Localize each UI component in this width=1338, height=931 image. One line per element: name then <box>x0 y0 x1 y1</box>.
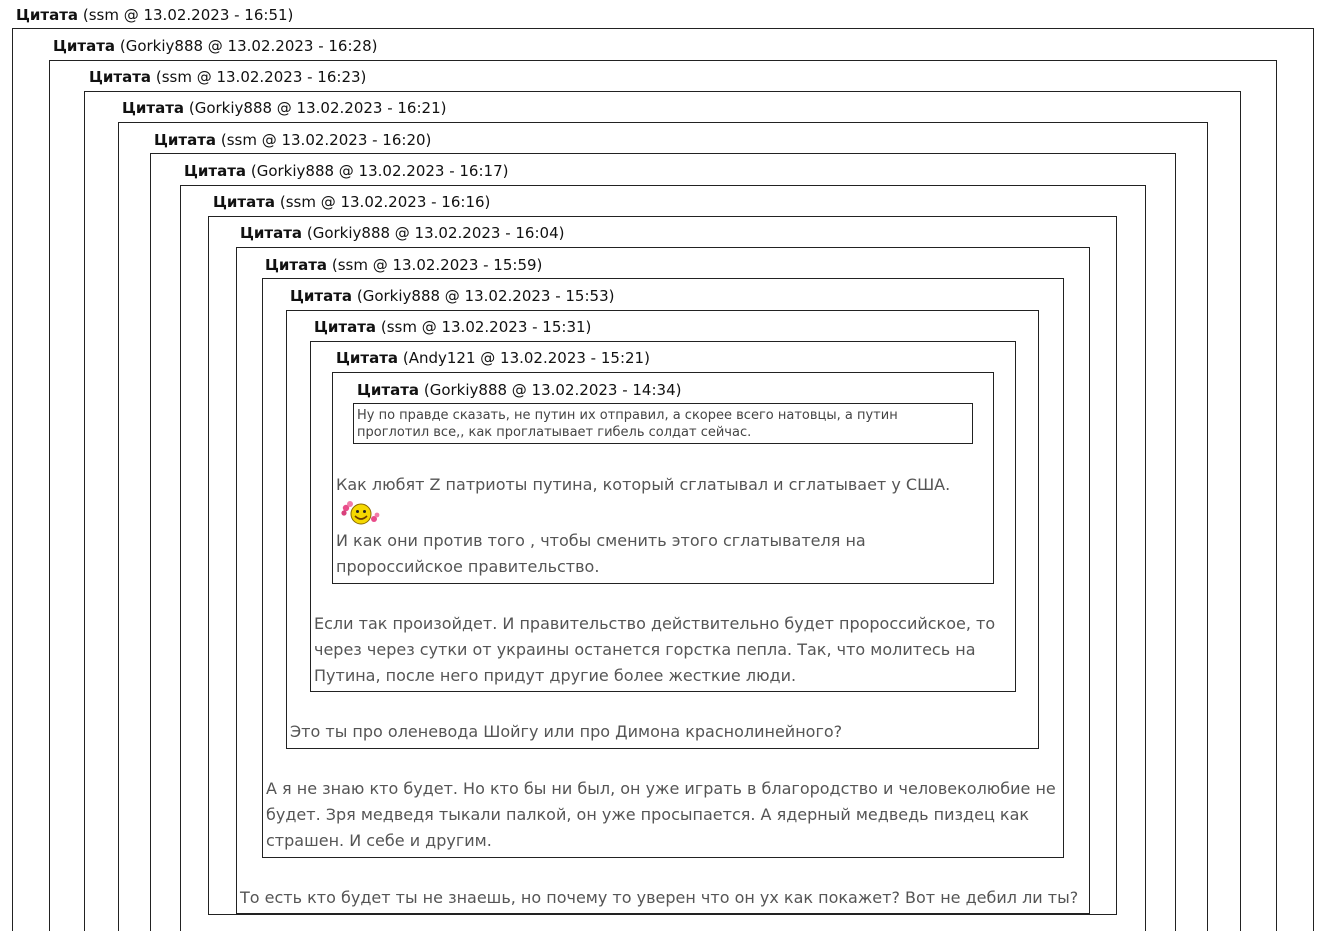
innermost-quote-text: Ну по правде сказать, не путин их отправил, а скорее всего натовцы, а путин проглотил все,, как проглатывает гибель солдат сейчас. <box>357 408 898 440</box>
quote-label: Цитата <box>89 68 152 86</box>
quote-meta: (ssm @ 13.02.2023 - 15:31) <box>380 318 592 336</box>
reply-ssm-1531: Если так произойдет. И правительство действительно будет пророссийское, то через через сутки от украины останется горстка пепла. Так, что молитесь на Путина, после него придут другие более жесткие люди. <box>314 614 996 685</box>
quote-label: Цитата <box>357 381 420 399</box>
quote-meta: (Gorkiy888 @ 13.02.2023 - 16:21) <box>188 99 447 117</box>
quote-meta: (Gorkiy888 @ 13.02.2023 - 16:04) <box>306 224 565 242</box>
quote-label: Цитата <box>16 6 79 24</box>
quote-meta: (Gorkiy888 @ 13.02.2023 - 14:34) <box>423 381 682 399</box>
quote-label: Цитата <box>213 193 276 211</box>
quote-meta: (Gorkiy888 @ 13.02.2023 - 15:53) <box>356 287 615 305</box>
reply-andy121-line2: И как они против того , чтобы сменить этого сглатывателя на пророссийское правительство. <box>336 531 866 576</box>
quote-meta: (ssm @ 13.02.2023 - 16:20) <box>220 131 432 149</box>
quote-label: Цитата <box>265 256 328 274</box>
quote-label: Цитата <box>290 287 353 305</box>
quote-label: Цитата <box>154 131 217 149</box>
quote-meta: (ssm @ 13.02.2023 - 15:59) <box>331 256 543 274</box>
reply-gorkiy888-1604: То есть кто будет ты не знаешь, но почему то уверен что он ух как покажет? Вот не дебил ли ты? <box>240 888 1079 907</box>
quote-meta: (ssm @ 13.02.2023 - 16:51) <box>82 6 294 24</box>
reply-gorkiy888-1553: Это ты про оленевода Шойгу или про Димона краснолинейного? <box>290 722 843 741</box>
quote-label: Цитата <box>53 37 116 55</box>
quote-meta: (Gorkiy888 @ 13.02.2023 - 16:28) <box>119 37 378 55</box>
quote-label: Цитата <box>184 162 247 180</box>
quote-meta: (ssm @ 13.02.2023 - 16:23) <box>155 68 367 86</box>
quote-label: Цитата <box>336 349 399 367</box>
reply-andy121-line1: Как любят Z патриоты путина, который сглатывал и сглатывает у США. <box>336 475 951 494</box>
quote-label: Цитата <box>240 224 303 242</box>
quote-meta: (Andy121 @ 13.02.2023 - 15:21) <box>402 349 650 367</box>
quote-label: Цитата <box>122 99 185 117</box>
flower-smiley-icon <box>340 500 380 528</box>
quote-header-1 <box>16 6 293 24</box>
quote-meta: (ssm @ 13.02.2023 - 16:16) <box>279 193 491 211</box>
reply-ssm-1559: А я не знаю кто будет. Но кто бы ни был, он уже играть в благородство и человеколюбие не будет. Зря медведя тыкали палкой, он уже просыпается. А ядерный медведь пиздец как страшен. И себе и другим. <box>266 779 1056 850</box>
quote-meta: (Gorkiy888 @ 13.02.2023 - 16:17) <box>250 162 509 180</box>
quote-label: Цитата <box>314 318 377 336</box>
